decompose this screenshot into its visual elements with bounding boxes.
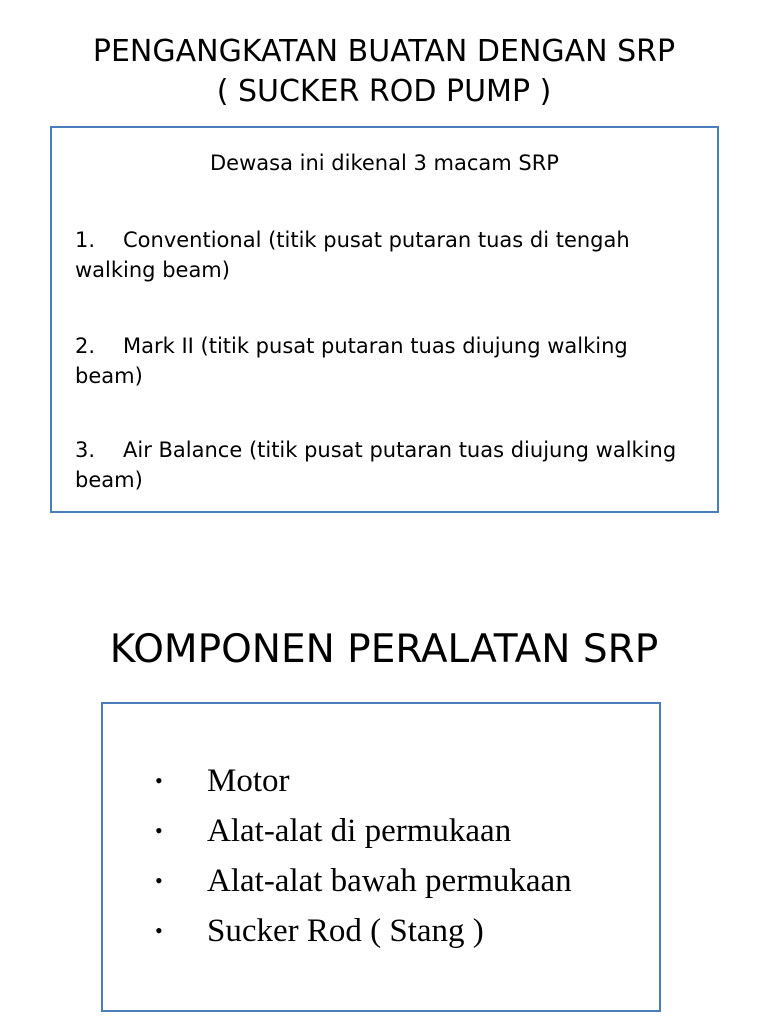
list-item-text: Alat-alat bawah permukaan — [207, 863, 572, 899]
list-item — [155, 906, 572, 956]
srp-type-item-conventional — [75, 225, 695, 285]
list-item — [155, 756, 572, 806]
srp-type-item-mark-ii — [75, 331, 695, 391]
srp-types-intro: Dewasa ini dikenal 3 macam SRP — [210, 151, 559, 175]
item-number: 1. — [75, 228, 96, 252]
section2-title: KOMPONEN PERALATAN SRP — [109, 627, 659, 672]
item-number: 3. — [75, 438, 96, 462]
components-list — [155, 756, 572, 956]
section1-title-line1: PENGANGKATAN BUATAN DENGAN SRP — [92, 34, 676, 69]
section1-title — [0, 32, 768, 112]
item-text: Conventional (titik pusat putaran tuas di tengah walking beam) — [75, 228, 630, 282]
item-number: 2. — [75, 334, 96, 358]
list-item — [155, 856, 572, 906]
list-item-text: Motor — [207, 763, 290, 799]
srp-types-box — [50, 126, 719, 513]
srp-type-item-air-balance — [75, 435, 695, 495]
item-text: Mark II (titik pusat putaran tuas diujung walking beam) — [75, 334, 628, 388]
item-text: Air Balance (titik pusat putaran tuas diujung walking beam) — [75, 438, 677, 492]
bullet-icon: • — [155, 918, 163, 943]
bullet-icon: • — [155, 868, 163, 893]
section1-title-line2: ( SUCKER ROD PUMP ) — [216, 74, 552, 109]
bullet-icon: • — [155, 768, 163, 793]
list-item-text: Sucker Rod ( Stang ) — [207, 913, 484, 949]
components-box — [101, 702, 661, 1012]
list-item-text: Alat-alat di permukaan — [207, 813, 512, 849]
bullet-icon: • — [155, 818, 163, 843]
list-item — [155, 806, 572, 856]
